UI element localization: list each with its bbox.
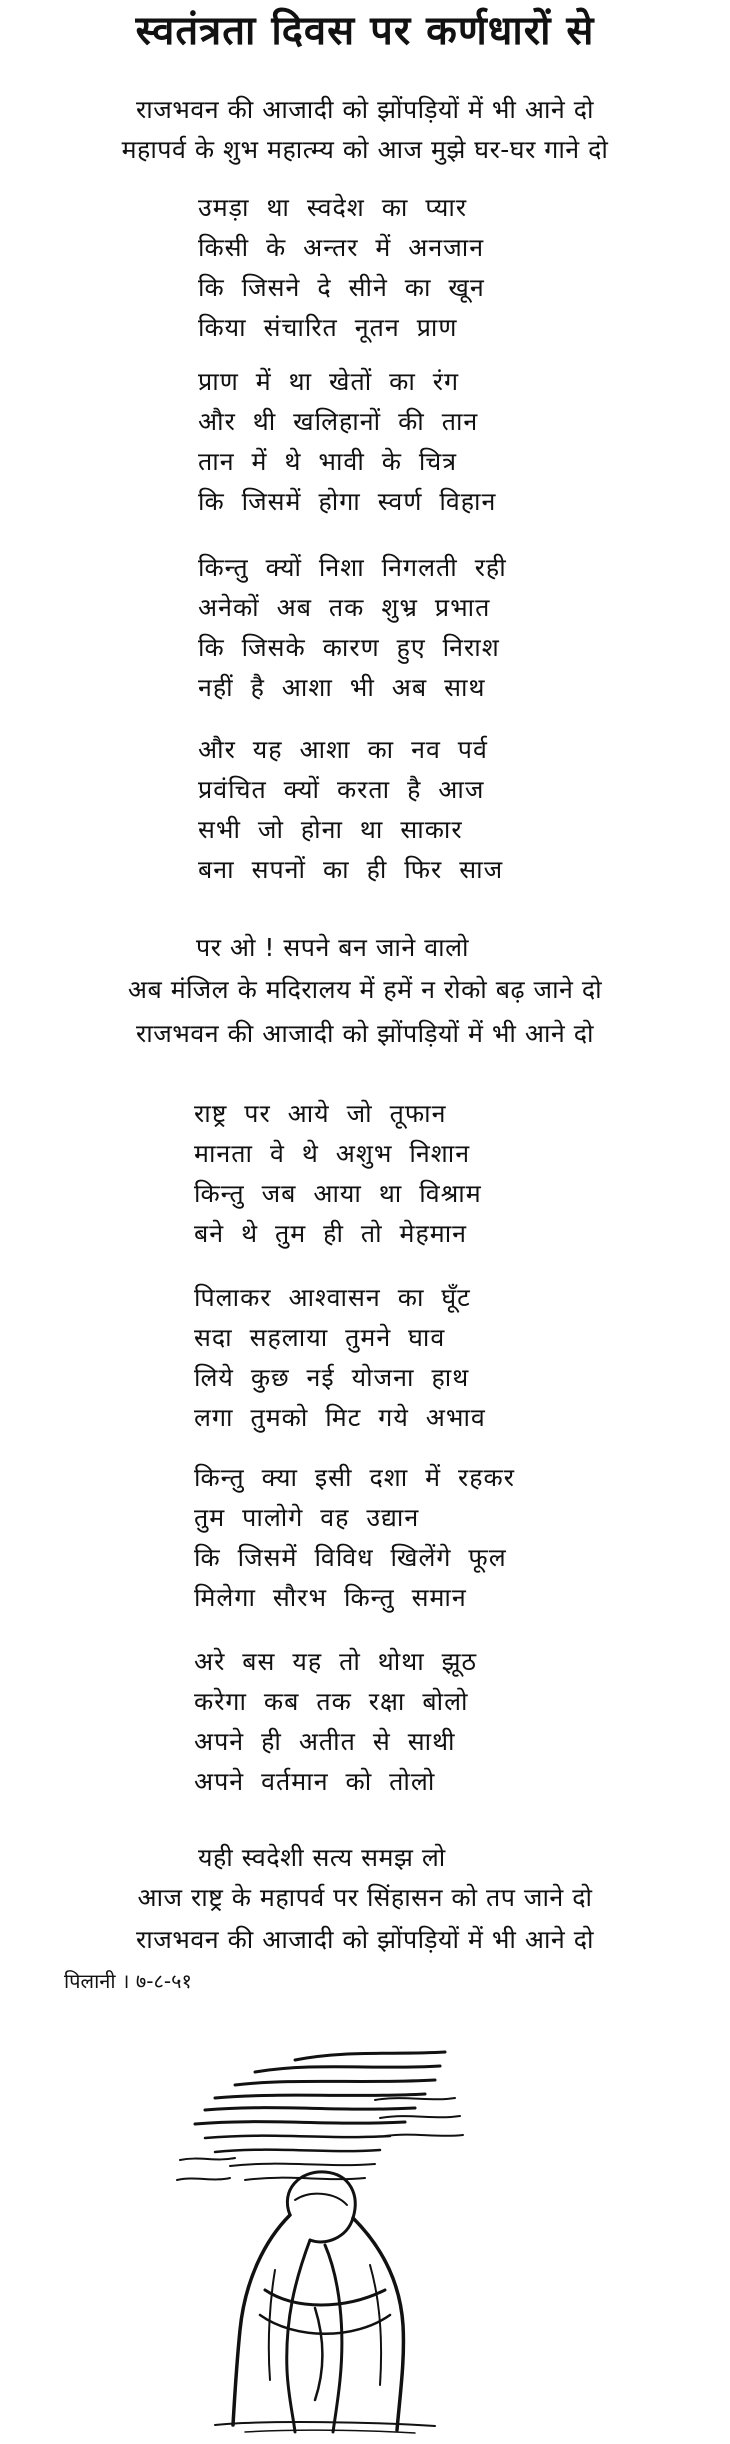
place-date: पिलानी । ७-८-५१ [64,1969,192,1993]
stanza-line: सभी जो होना था साकार [198,815,463,844]
stanza-line: मानता वे थे अशुभ निशान [194,1139,471,1168]
ink-sketch-illustration [175,2040,475,2435]
stanza-2-2 [194,1278,486,1438]
stanza-line: राष्ट्र पर आये जो तूफान [194,1099,447,1128]
stanza-1-2 [198,362,496,522]
stanza-line: अपने ही अतीत से साथी [194,1727,456,1756]
stanza-line: कि जिसमें होगा स्वर्ण विहान [198,487,497,516]
stanza-line: अपने वर्तमान को तोलो [194,1767,436,1796]
stanza-2-1 [194,1094,482,1254]
opening-line-2: महापर्व के शुभ महात्म्य को आज मुझे घर-घर गाने दो [121,135,609,164]
stanza-line: पिलाकर आश्वासन का घूँट [194,1283,471,1312]
stanza-line: कि जिसने दे सीने का खून [198,273,485,302]
stanza-line: और थी खलिहानों की तान [198,407,479,436]
stanza-line: प्राण में था खेतों का रंग [198,367,460,396]
stanza-line: अरे बस यह तो थोथा झूठ [194,1647,478,1676]
stanza-1-3 [198,548,507,708]
stanza-line: किन्तु क्या इसी दशा में रहकर [194,1463,515,1492]
stanza-line: बना सपनों का ही फिर साज [198,855,504,884]
poem-title: स्वतंत्रता दिवस पर कर्णधारों से [135,8,595,54]
stanza-line: किन्तु क्यों निशा निगलती रही [198,553,507,582]
refrain-1-line-3: राजभवन की आजादी को झोंपड़ियों में भी आने दो [136,1019,594,1048]
stanza-line: नहीं है आशा भी अब साथ [198,673,486,702]
stanza-2-3 [194,1458,515,1618]
stanza-line: सदा सहलाया तुमने घाव [194,1323,446,1352]
stanza-line: अनेकों अब तक शुभ्र प्रभात [198,593,491,622]
refrain-2-line-2: आज राष्ट्र के महापर्व पर सिंहासन को तप जाने दो [137,1883,593,1912]
stanza-line: मिलेगा सौरभ किन्तु समान [194,1583,467,1612]
refrain-2-line-3: राजभवन की आजादी को झोंपड़ियों में भी आने दो [136,1925,594,1954]
stanza-line: कि जिसमें विविध खिलेंगे फूल [194,1543,507,1572]
stanza-line: कि जिसके कारण हुए निराश [198,633,500,662]
stanza-line: किया संचारित नूतन प्राण [198,313,458,342]
stanza-line: प्रवंचित क्यों करता है आज [198,775,485,804]
refrain-2-line-1: यही स्वदेशी सत्य समझ लो [198,1843,446,1872]
stanza-line: उमड़ा था स्वदेश का प्यार [198,193,468,222]
refrain-1-line-1: पर ओ ! सपने बन जाने वालो [196,933,470,962]
stanza-line: बने थे तुम ही तो मेहमान [194,1219,468,1248]
stanza-line: तान में थे भावी के चित्र [198,447,458,476]
stanza-line: किसी के अन्तर में अनजान [198,233,485,262]
opening-line-1: राजभवन की आजादी को झोंपड़ियों में भी आने दो [136,95,594,124]
stanza-line: करेगा कब तक रक्षा बोलो [194,1687,469,1716]
stanza-line: तुम पालोगे वह उद्यान [194,1503,420,1532]
stanza-line: किन्तु जब आया था विश्राम [194,1179,482,1208]
stanza-line: और यह आशा का नव पर्व [198,735,488,764]
stanza-2-4 [194,1642,477,1802]
stanza-line: लगा तुमको मिट गये अभाव [194,1403,486,1432]
refrain-1-line-2: अब मंजिल के मदिरालय में हमें न रोको बढ़ जाने दो [127,975,603,1004]
stanza-1-1 [198,188,485,348]
stanza-1-4 [198,730,503,890]
stanza-line: लिये कुछ नई योजना हाथ [194,1363,470,1392]
